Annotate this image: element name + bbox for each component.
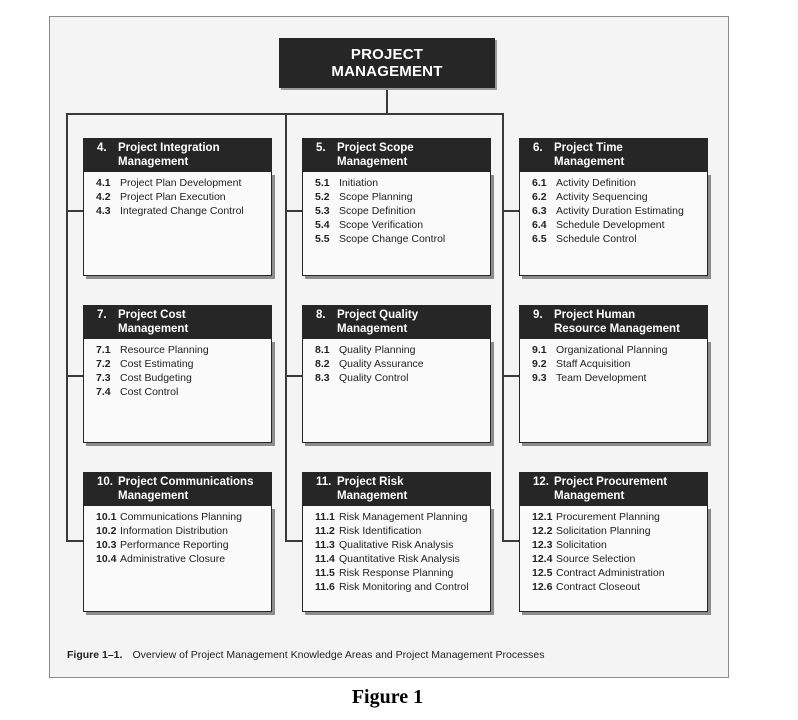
process-label: Risk Response Planning (339, 567, 454, 579)
process-number: 8.2 (315, 358, 330, 370)
area-title: Project Communications (118, 476, 254, 488)
area-process-list (83, 172, 272, 276)
area-process-list (302, 506, 491, 612)
process-item (532, 538, 701, 552)
knowledge-area-quality (302, 305, 491, 443)
process-label: Contract Closeout (556, 581, 641, 593)
process-number: 9.2 (532, 358, 547, 370)
area-title: Project Procurement (554, 476, 668, 488)
area-header (519, 305, 708, 339)
process-item (315, 371, 484, 385)
process-label: Solicitation (556, 539, 607, 551)
process-number: 5.4 (315, 219, 330, 231)
process-number: 10.3 (96, 539, 117, 551)
area-number: 9. (533, 309, 543, 321)
area-process-list (302, 339, 491, 443)
process-number: 11.3 (315, 539, 335, 551)
process-label: Cost Estimating (120, 358, 194, 370)
process-label: Risk Management Planning (339, 511, 468, 523)
area-title: Project Human (554, 309, 636, 321)
connector-branch (66, 540, 83, 542)
process-item (96, 357, 265, 371)
process-item (96, 371, 265, 385)
process-item (315, 176, 484, 190)
process-number: 11.6 (315, 581, 335, 593)
connector-branch (66, 375, 83, 377)
process-item (315, 524, 484, 538)
process-item (96, 190, 265, 204)
process-label: Administrative Closure (120, 553, 226, 565)
caption-number: Figure 1–1. (67, 649, 123, 661)
area-process-list (519, 172, 708, 276)
process-label: Schedule Control (556, 233, 637, 245)
process-number: 9.3 (532, 372, 547, 384)
area-number: 12. (533, 476, 549, 488)
root-title-line1: PROJECT (350, 46, 424, 63)
connector-root-stem (386, 88, 388, 114)
process-item (315, 232, 484, 246)
process-number: 5.1 (315, 177, 330, 189)
process-number: 6.2 (532, 191, 547, 203)
area-header (83, 138, 272, 172)
connector-branch (66, 210, 83, 212)
process-item (532, 510, 701, 524)
process-number: 12.4 (532, 553, 553, 565)
area-title: Project Time (554, 142, 623, 154)
knowledge-area-communications (83, 472, 272, 612)
connector-branch (285, 540, 302, 542)
process-item (532, 343, 701, 357)
process-label: Quantitative Risk Analysis (339, 553, 460, 565)
process-item (96, 204, 265, 218)
process-item (532, 176, 701, 190)
process-label: Scope Change Control (339, 233, 446, 245)
process-item (96, 552, 265, 566)
process-label: Staff Acquisition (556, 358, 631, 370)
process-number: 5.5 (315, 233, 330, 245)
root-title-line2: MANAGEMENT (331, 63, 443, 80)
process-item (532, 371, 701, 385)
process-item (532, 524, 701, 538)
process-number: 8.3 (315, 372, 330, 384)
process-item (532, 552, 701, 566)
area-process-list (83, 339, 272, 443)
process-item (532, 566, 701, 580)
process-number: 11.4 (315, 553, 335, 565)
process-number: 6.1 (532, 177, 547, 189)
process-label: Cost Control (120, 386, 179, 398)
knowledge-area-risk (302, 472, 491, 612)
area-subtitle: Management (337, 323, 408, 335)
area-subtitle: Resource Management (554, 323, 680, 335)
figure-label: Figure 1 (351, 686, 424, 708)
process-number: 10.1 (96, 511, 117, 523)
process-label: Source Selection (556, 553, 636, 565)
process-number: 8.1 (315, 344, 330, 356)
process-item (96, 510, 265, 524)
root-node (279, 38, 495, 88)
area-subtitle: Management (337, 490, 408, 502)
area-number: 4. (97, 142, 107, 154)
area-header (302, 138, 491, 172)
process-label: Project Plan Development (120, 177, 242, 189)
area-header (519, 472, 708, 506)
process-number: 7.4 (96, 386, 111, 398)
process-number: 7.2 (96, 358, 111, 370)
process-item (315, 566, 484, 580)
process-label: Scope Planning (339, 191, 413, 203)
knowledge-area-cost (83, 305, 272, 443)
process-label: Solicitation Planning (556, 525, 651, 537)
process-number: 11.2 (315, 525, 335, 537)
process-item (532, 190, 701, 204)
process-item (96, 343, 265, 357)
knowledge-area-procurement (519, 472, 708, 612)
area-number: 5. (316, 142, 326, 154)
area-subtitle: Management (554, 490, 625, 502)
process-number: 7.3 (96, 372, 111, 384)
process-number: 9.1 (532, 344, 547, 356)
process-label: Organizational Planning (556, 344, 668, 356)
process-item (315, 218, 484, 232)
process-item (532, 218, 701, 232)
process-label: Risk Identification (339, 525, 422, 537)
area-process-list (519, 506, 708, 612)
area-header (302, 305, 491, 339)
area-number: 10. (97, 476, 113, 488)
process-label: Contract Administration (556, 567, 665, 579)
process-label: Initiation (339, 177, 379, 189)
area-subtitle: Management (554, 156, 625, 168)
process-item (96, 538, 265, 552)
process-label: Activity Definition (556, 177, 636, 189)
process-label: Scope Verification (339, 219, 424, 231)
process-item (96, 176, 265, 190)
process-number: 12.3 (532, 539, 553, 551)
area-subtitle: Management (118, 490, 189, 502)
knowledge-area-time (519, 138, 708, 276)
caption-text: Overview of Project Management Knowledge Areas and Project Management Processes (132, 649, 545, 661)
knowledge-area-scope (302, 138, 491, 276)
area-header (83, 472, 272, 506)
process-item (315, 357, 484, 371)
process-number: 6.4 (532, 219, 547, 231)
process-number: 4.3 (96, 205, 111, 217)
connector-col3-spine (502, 113, 504, 541)
connector-branch (502, 210, 519, 212)
figure-caption (67, 649, 545, 661)
area-title: Project Quality (337, 309, 419, 321)
area-number: 6. (533, 142, 543, 154)
area-number: 8. (316, 309, 326, 321)
process-number: 10.2 (96, 525, 117, 537)
area-process-list (83, 506, 272, 612)
area-title: Project Cost (118, 309, 186, 321)
process-item (315, 552, 484, 566)
process-number: 11.5 (315, 567, 335, 579)
area-subtitle: Management (337, 156, 408, 168)
process-item (532, 357, 701, 371)
process-item (96, 524, 265, 538)
process-number: 4.2 (96, 191, 111, 203)
process-label: Team Development (556, 372, 647, 384)
area-subtitle: Management (118, 156, 189, 168)
area-process-list (302, 172, 491, 276)
process-label: Activity Sequencing (556, 191, 648, 203)
process-label: Scope Definition (339, 205, 416, 217)
process-item (315, 204, 484, 218)
process-label: Quality Planning (339, 344, 416, 356)
area-subtitle: Management (118, 323, 189, 335)
connector-col1-spine (66, 113, 68, 541)
process-item (532, 232, 701, 246)
process-number: 12.6 (532, 581, 553, 593)
process-number: 7.1 (96, 344, 111, 356)
process-label: Resource Planning (120, 344, 209, 356)
connector-branch (502, 540, 519, 542)
process-label: Integrated Change Control (120, 205, 244, 217)
process-label: Activity Duration Estimating (556, 205, 684, 217)
process-label: Information Distribution (120, 525, 228, 537)
connector-col2-spine (285, 113, 287, 541)
process-number: 6.5 (532, 233, 547, 245)
process-label: Cost Budgeting (120, 372, 192, 384)
process-label: Performance Reporting (120, 539, 229, 551)
area-title: Project Scope (337, 142, 414, 154)
area-number: 7. (97, 309, 107, 321)
process-label: Project Plan Execution (120, 191, 226, 203)
process-label: Quality Control (339, 372, 409, 384)
process-number: 4.1 (96, 177, 111, 189)
process-label: Qualitative Risk Analysis (339, 539, 454, 551)
process-label: Procurement Planning (556, 511, 660, 523)
knowledge-area-integration (83, 138, 272, 276)
process-number: 12.2 (532, 525, 553, 537)
process-item (315, 343, 484, 357)
area-header (302, 472, 491, 506)
area-title: Project Risk (337, 476, 404, 488)
process-item (315, 538, 484, 552)
process-number: 12.5 (532, 567, 553, 579)
process-label: Communications Planning (120, 511, 242, 523)
process-label: Risk Monitoring and Control (339, 581, 469, 593)
process-number: 6.3 (532, 205, 547, 217)
area-header (519, 138, 708, 172)
connector-branch (285, 210, 302, 212)
process-number: 12.1 (532, 511, 553, 523)
area-number: 11. (316, 476, 332, 488)
process-number: 5.3 (315, 205, 330, 217)
process-number: 5.2 (315, 191, 330, 203)
area-header (83, 305, 272, 339)
process-number: 11.1 (315, 511, 335, 523)
area-title: Project Integration (118, 142, 220, 154)
process-item (315, 190, 484, 204)
process-item (532, 204, 701, 218)
process-item (96, 385, 265, 399)
process-label: Schedule Development (556, 219, 665, 231)
process-label: Quality Assurance (339, 358, 424, 370)
process-item (315, 510, 484, 524)
knowledge-area-human-resource (519, 305, 708, 443)
process-item (532, 580, 701, 594)
area-process-list (519, 339, 708, 443)
connector-branch (502, 375, 519, 377)
process-item (315, 580, 484, 594)
connector-branch (285, 375, 302, 377)
process-number: 10.4 (96, 553, 117, 565)
